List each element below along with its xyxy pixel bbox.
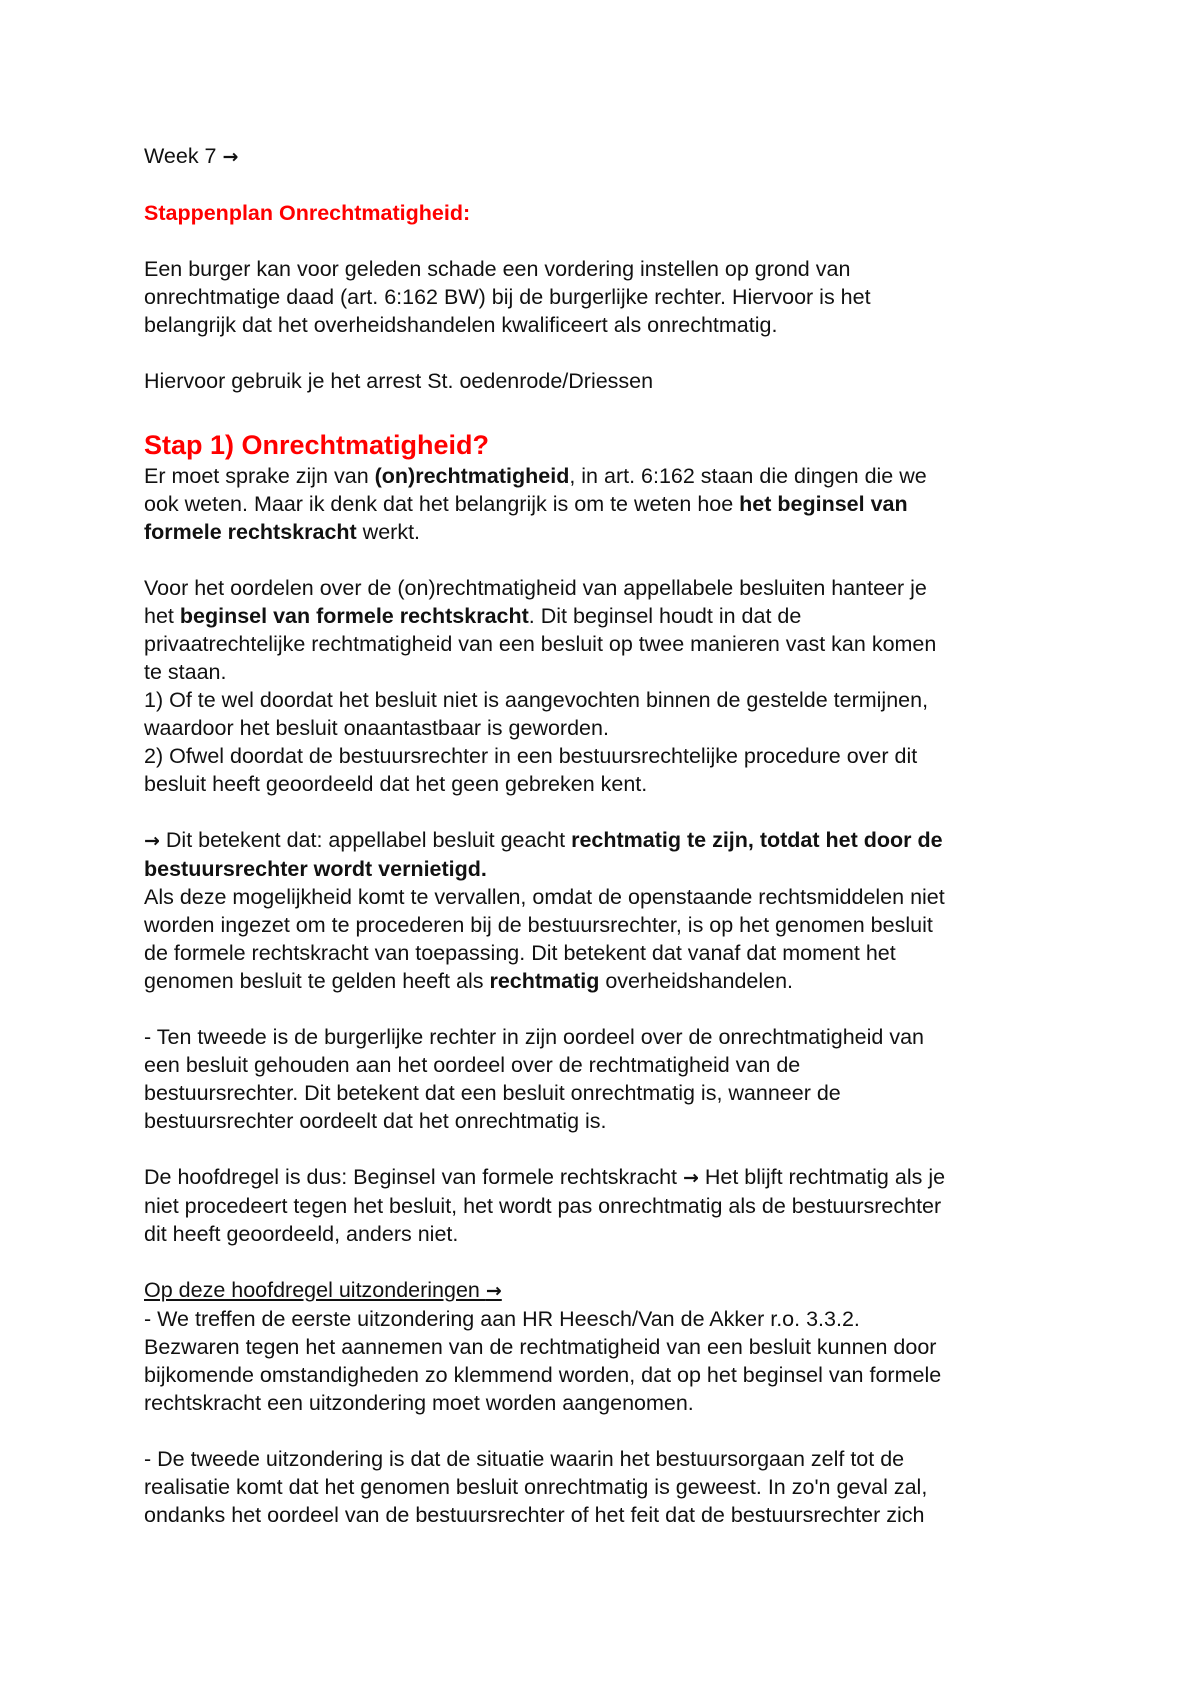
paragraph-line: → Dit betekent dat: appellabel besluit geacht rechtmatig te zijn, totdat het door de <box>144 828 943 852</box>
paragraph-line: Als deze mogelijkheid komt te vervallen, omdat de openstaande rechtsmiddelen niet <box>144 885 945 909</box>
exceptions-heading: Op deze hoofdregel uitzonderingen → <box>144 1278 502 1302</box>
arrow-right-icon: → <box>222 146 239 168</box>
arrow-right-icon: → <box>682 1167 699 1189</box>
paragraph-line: het beginsel van formele rechtskracht. Dit beginsel houdt in dat de <box>144 604 802 628</box>
document-body <box>144 142 1074 1529</box>
arrow-right-icon: → <box>485 1280 502 1302</box>
paragraph-line: bestuursrechter. Dit betekent dat een besluit onrechtmatig is, wanneer de <box>144 1081 841 1105</box>
week-label: Week 7 → <box>144 144 239 168</box>
paragraph-line: privaatrechtelijke rechtmatigheid van een besluit op twee manieren vast kan komen <box>144 632 937 656</box>
paragraph-line: de formele rechtskracht van toepassing. Dit betekent dat vanaf dat moment het <box>144 941 896 965</box>
paragraph-line: ook weten. Maar ik denk dat het belangrijk is om te weten hoe het beginsel van <box>144 492 908 516</box>
paragraph-line: rechtskracht een uitzondering moet worden aangenomen. <box>144 1391 694 1415</box>
paragraph-line: besluit heeft geoordeeld dat het geen gebreken kent. <box>144 772 648 796</box>
paragraph-line: genomen besluit te gelden heeft als rechtmatig overheidshandelen. <box>144 969 794 993</box>
paragraph-line: bijkomende omstandigheden zo klemmend worden, dat op het beginsel van formele <box>144 1363 942 1387</box>
paragraph-line: niet procedeert tegen het besluit, het wordt pas onrechtmatig als de bestuursrechter <box>144 1194 942 1218</box>
step1-heading: Stap 1) Onrechtmatigheid? <box>144 430 490 460</box>
paragraph-line: Bezwaren tegen het aannemen van de rechtmatigheid van een besluit kunnen door <box>144 1335 937 1359</box>
intro-line: Een burger kan voor geleden schade een vordering instellen op grond van <box>144 257 851 281</box>
paragraph-line: Er moet sprake zijn van (on)rechtmatigheid, in art. 6:162 staan die dingen die we <box>144 464 927 488</box>
intro-reference: Hiervoor gebruik je het arrest St. oedenrode/Driessen <box>144 369 654 393</box>
paragraph-line: ondanks het oordeel van de bestuursrechter of het feit dat de bestuursrechter zich <box>144 1503 925 1527</box>
intro-line: onrechtmatige daad (art. 6:162 BW) bij de burgerlijke rechter. Hiervoor is het <box>144 285 871 309</box>
paragraph-line: worden ingezet om te procederen bij de bestuursrechter, is op het genomen besluit <box>144 913 933 937</box>
paragraph-line: 1) Of te wel doordat het besluit niet is aangevochten binnen de gestelde termijnen, <box>144 688 929 712</box>
paragraph-line: - We treffen de eerste uitzondering aan HR Heesch/Van de Akker r.o. 3.3.2. <box>144 1307 860 1331</box>
arrow-right-icon: → <box>144 830 160 852</box>
paragraph-line: te staan. <box>144 660 227 684</box>
paragraph-line: formele rechtskracht werkt. <box>144 520 421 544</box>
paragraph-line: realisatie komt dat het genomen besluit onrechtmatig is geweest. In zo'n geval zal, <box>144 1475 928 1499</box>
intro-line: belangrijk dat het overheidshandelen kwalificeert als onrechtmatig. <box>144 313 778 337</box>
paragraph-line: waardoor het besluit onaantastbaar is geworden. <box>144 716 609 740</box>
paragraph-line: De hoofdregel is dus: Beginsel van formele rechtskracht → Het blijft rechtmatig als je <box>144 1165 946 1189</box>
paragraph-line: 2) Ofwel doordat de bestuursrechter in een bestuursrechtelijke procedure over dit <box>144 744 918 768</box>
paragraph-line: - De tweede uitzondering is dat de situatie waarin het bestuursorgaan zelf tot de <box>144 1447 905 1471</box>
document-title: Stappenplan Onrechtmatigheid: <box>144 201 471 225</box>
paragraph-line: bestuursrechter wordt vernietigd. <box>144 857 487 881</box>
paragraph-line: Voor het oordelen over de (on)rechtmatigheid van appellabele besluiten hanteer je <box>144 576 927 600</box>
paragraph-line: bestuursrechter oordeelt dat het onrechtmatig is. <box>144 1109 607 1133</box>
paragraph-line: dit heeft geoordeeld, anders niet. <box>144 1222 459 1246</box>
paragraph-line: - Ten tweede is de burgerlijke rechter in zijn oordeel over de onrechtmatigheid van <box>144 1025 925 1049</box>
paragraph-line: een besluit gehouden aan het oordeel over de rechtmatigheid van de <box>144 1053 801 1077</box>
